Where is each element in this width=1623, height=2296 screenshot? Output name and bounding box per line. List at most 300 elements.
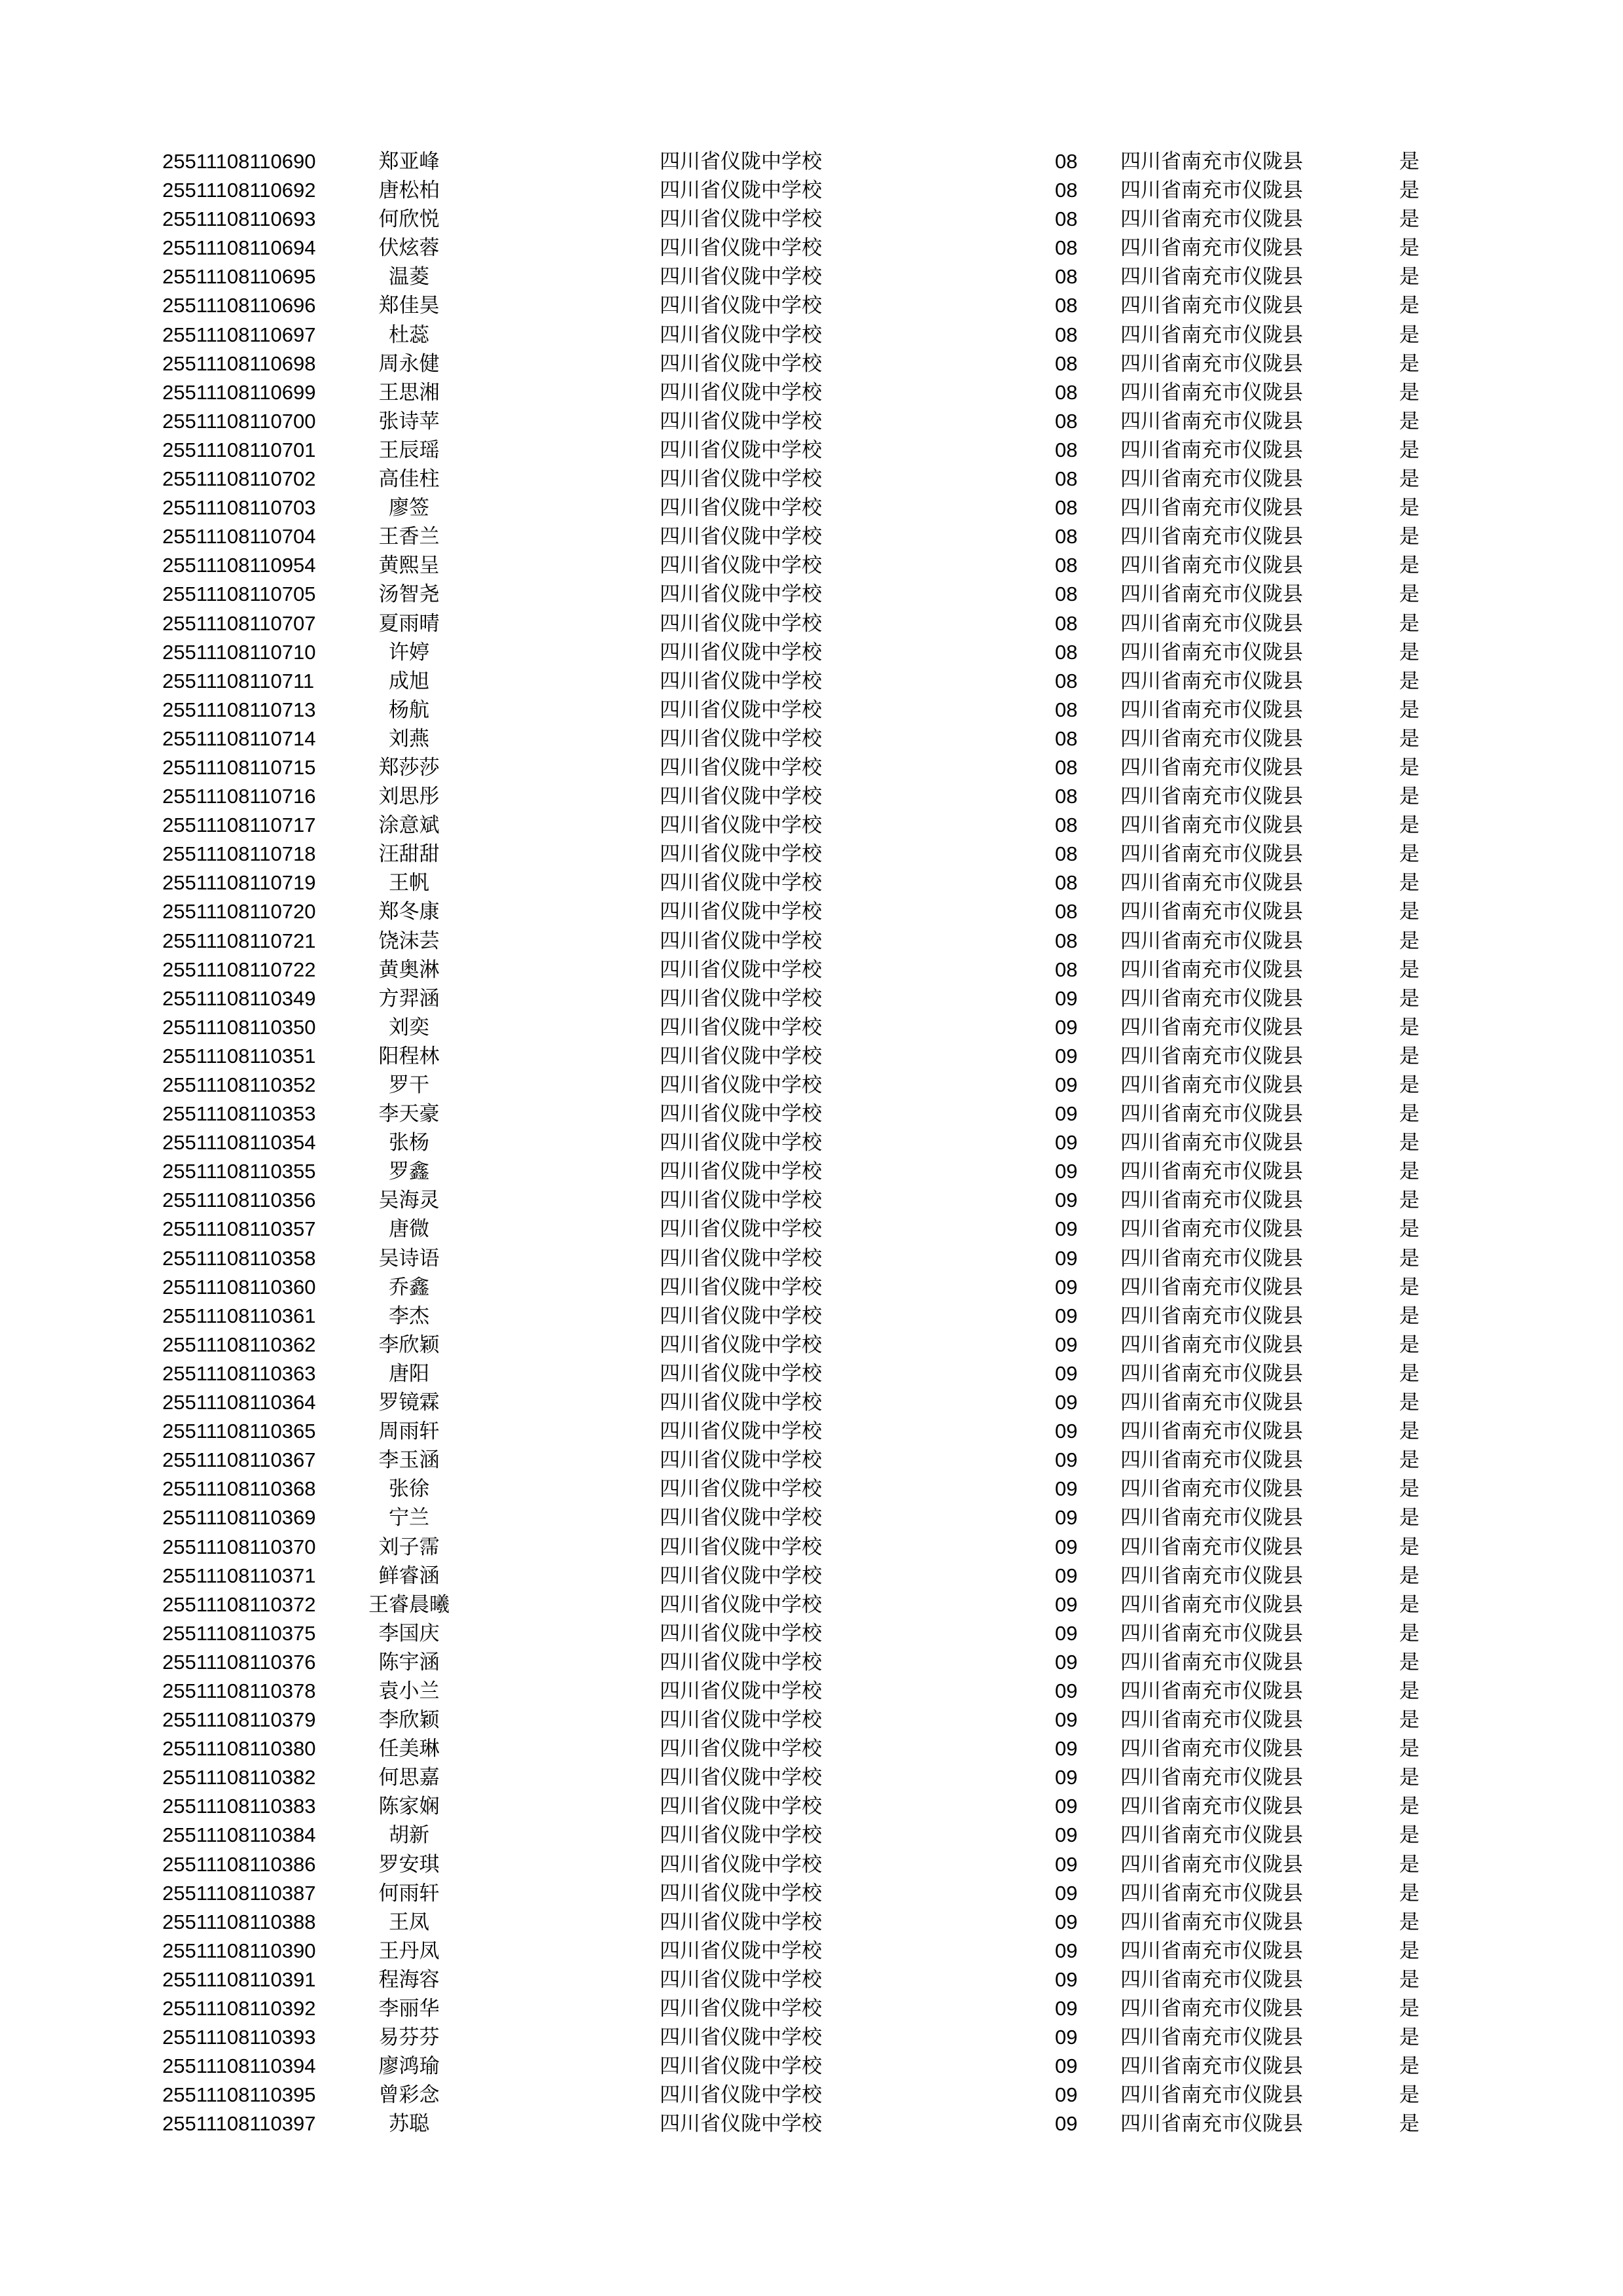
status-flag: 是: [1399, 1102, 1419, 1126]
status-flag: 是: [1399, 1535, 1419, 1559]
table-row: [0, 1792, 1623, 1821]
school-name: 四川省仪陇中学校: [660, 1823, 822, 1848]
class-number: 09: [1055, 1217, 1078, 1241]
class-number: 09: [1055, 1275, 1078, 1299]
region-name: 四川省南充市仪陇县: [1120, 1910, 1303, 1934]
school-name: 四川省仪陇中学校: [660, 1592, 822, 1617]
status-flag: 是: [1399, 236, 1419, 260]
student-id: 25511108110390: [162, 1939, 316, 1962]
student-name: 杨航: [389, 698, 429, 722]
class-number: 08: [1055, 785, 1078, 808]
class-number: 09: [1055, 1997, 1078, 2020]
status-flag: 是: [1399, 1795, 1419, 1819]
table-row: [0, 1186, 1623, 1215]
student-id: 25511108110702: [162, 467, 316, 491]
table-row: [0, 1763, 1623, 1792]
school-name: 四川省仪陇中学校: [660, 871, 822, 895]
region-name: 四川省南充市仪陇县: [1120, 814, 1303, 838]
class-number: 09: [1055, 1592, 1078, 1616]
region-name: 四川省南充市仪陇县: [1120, 525, 1303, 549]
region-name: 四川省南充市仪陇县: [1120, 640, 1303, 664]
table-row: [0, 753, 1623, 782]
student-id: 25511108110361: [162, 1304, 316, 1327]
student-name: 夏雨晴: [378, 611, 440, 636]
class-number: 08: [1055, 871, 1078, 895]
student-id: 25511108110357: [162, 1217, 316, 1241]
table-row: [0, 2081, 1623, 2109]
student-name: 王香兰: [378, 525, 440, 549]
school-name: 四川省仪陇中学校: [660, 1217, 822, 1242]
class-number: 09: [1055, 1246, 1078, 1270]
table-row: [0, 321, 1623, 350]
table-row: [0, 984, 1623, 1013]
region-name: 四川省南充市仪陇县: [1120, 583, 1303, 607]
school-name: 四川省仪陇中学校: [660, 236, 822, 260]
region-name: 四川省南充市仪陇县: [1120, 380, 1303, 404]
student-id: 25511108110711: [162, 669, 315, 692]
class-number: 08: [1055, 467, 1078, 491]
student-name: 何思嘉: [378, 1766, 440, 1790]
school-name: 四川省仪陇中学校: [660, 380, 822, 404]
student-name: 黄熙呈: [378, 554, 440, 578]
student-id: 25511108110380: [162, 1737, 316, 1761]
student-id: 25511108110360: [162, 1275, 316, 1299]
school-name: 四川省仪陇中学校: [660, 409, 822, 433]
student-id: 25511108110371: [162, 1564, 316, 1587]
status-flag: 是: [1399, 1160, 1419, 1184]
school-name: 四川省仪陇中学校: [660, 1044, 822, 1068]
status-flag: 是: [1399, 179, 1419, 203]
status-flag: 是: [1399, 1766, 1419, 1790]
student-name: 程海容: [378, 1967, 440, 1992]
region-name: 四川省南充市仪陇县: [1120, 207, 1303, 232]
student-id: 25511108110954: [162, 554, 316, 577]
status-flag: 是: [1399, 1910, 1419, 1934]
region-name: 四川省南充市仪陇县: [1120, 1939, 1303, 1963]
table-row: [0, 1879, 1623, 1908]
student-id: 25511108110382: [162, 1766, 316, 1789]
table-row: [0, 1331, 1623, 1359]
student-id: 25511108110387: [162, 1881, 316, 1905]
student-id: 25511108110383: [162, 1795, 316, 1818]
school-name: 四川省仪陇中学校: [660, 207, 822, 232]
status-flag: 是: [1399, 785, 1419, 809]
school-name: 四川省仪陇中学校: [660, 1102, 822, 1126]
school-name: 四川省仪陇中学校: [660, 1564, 822, 1588]
table-row: [0, 1994, 1623, 2023]
status-flag: 是: [1399, 1939, 1419, 1963]
table-row: [0, 782, 1623, 811]
status-flag: 是: [1399, 1333, 1419, 1357]
class-number: 09: [1055, 1304, 1078, 1327]
class-number: 08: [1055, 640, 1078, 664]
class-number: 09: [1055, 1189, 1078, 1212]
student-id: 25511108110693: [162, 207, 316, 231]
class-number: 09: [1055, 1621, 1078, 1645]
student-id: 25511108110705: [162, 583, 316, 606]
student-name: 刘燕: [389, 726, 429, 751]
status-flag: 是: [1399, 1015, 1419, 1039]
class-number: 09: [1055, 1939, 1078, 1962]
school-name: 四川省仪陇中学校: [660, 1910, 822, 1934]
student-id: 25511108110699: [162, 380, 316, 404]
student-name: 陈宇涵: [378, 1650, 440, 1674]
class-number: 08: [1055, 929, 1078, 952]
class-number: 08: [1055, 900, 1078, 924]
region-name: 四川省南充市仪陇县: [1120, 1102, 1303, 1126]
class-number: 08: [1055, 265, 1078, 289]
school-name: 四川省仪陇中学校: [660, 814, 822, 838]
student-name: 李欣颖: [378, 1708, 440, 1732]
table-row: [0, 927, 1623, 956]
student-id: 25511108110395: [162, 2083, 316, 2107]
student-id: 25511108110715: [162, 755, 316, 779]
student-name: 李欣颖: [378, 1333, 440, 1357]
region-name: 四川省南充市仪陇县: [1120, 467, 1303, 492]
school-name: 四川省仪陇中学校: [660, 1679, 822, 1703]
student-id: 25511108110694: [162, 236, 316, 260]
student-id: 25511108110719: [162, 871, 316, 895]
class-number: 08: [1055, 294, 1078, 317]
student-name: 李杰: [389, 1304, 429, 1328]
status-flag: 是: [1399, 525, 1419, 549]
status-flag: 是: [1399, 467, 1419, 492]
class-number: 09: [1055, 1564, 1078, 1587]
region-name: 四川省南充市仪陇县: [1120, 1217, 1303, 1242]
region-name: 四川省南充市仪陇县: [1120, 150, 1303, 173]
student-id: 25511108110692: [162, 179, 316, 202]
region-name: 四川省南充市仪陇县: [1120, 1535, 1303, 1559]
region-name: 四川省南充市仪陇县: [1120, 1737, 1303, 1761]
table-row: [0, 840, 1623, 869]
school-name: 四川省仪陇中学校: [660, 583, 822, 607]
school-name: 四川省仪陇中学校: [660, 467, 822, 492]
region-name: 四川省南充市仪陇县: [1120, 2112, 1303, 2136]
school-name: 四川省仪陇中学校: [660, 2112, 822, 2136]
region-name: 四川省南充市仪陇县: [1120, 2026, 1303, 2050]
student-name: 罗镜霖: [378, 1391, 440, 1415]
table-row: [0, 551, 1623, 580]
school-name: 四川省仪陇中学校: [660, 150, 822, 173]
student-id: 25511108110354: [162, 1131, 316, 1155]
table-row: [0, 869, 1623, 897]
school-name: 四川省仪陇中学校: [660, 525, 822, 549]
status-flag: 是: [1399, 1189, 1419, 1213]
class-number: 08: [1055, 409, 1078, 433]
region-name: 四川省南充市仪陇县: [1120, 900, 1303, 924]
student-name: 涂意斌: [378, 814, 440, 838]
class-number: 09: [1055, 1391, 1078, 1414]
school-name: 四川省仪陇中学校: [660, 1477, 822, 1501]
status-flag: 是: [1399, 1650, 1419, 1674]
student-name: 刘子霈: [378, 1535, 440, 1559]
region-name: 四川省南充市仪陇县: [1120, 1448, 1303, 1473]
region-name: 四川省南充市仪陇县: [1120, 1592, 1303, 1617]
region-name: 四川省南充市仪陇县: [1120, 1621, 1303, 1645]
region-name: 四川省南充市仪陇县: [1120, 438, 1303, 462]
school-name: 四川省仪陇中学校: [660, 1939, 822, 1963]
student-id: 25511108110391: [162, 1967, 316, 1991]
student-id: 25511108110720: [162, 900, 316, 924]
school-name: 四川省仪陇中学校: [660, 2083, 822, 2108]
table-row: [0, 1590, 1623, 1619]
status-flag: 是: [1399, 698, 1419, 722]
school-name: 四川省仪陇中学校: [660, 351, 822, 376]
status-flag: 是: [1399, 438, 1419, 462]
status-flag: 是: [1399, 294, 1419, 318]
region-name: 四川省南充市仪陇县: [1120, 1391, 1303, 1415]
class-number: 09: [1055, 1102, 1078, 1126]
school-name: 四川省仪陇中学校: [660, 611, 822, 636]
school-name: 四川省仪陇中学校: [660, 1737, 822, 1761]
student-id: 25511108110376: [162, 1650, 316, 1674]
student-id: 25511108110713: [162, 698, 316, 721]
status-flag: 是: [1399, 1823, 1419, 1848]
student-name: 许婷: [389, 640, 429, 664]
status-flag: 是: [1399, 814, 1419, 838]
region-name: 四川省南充市仪陇县: [1120, 1015, 1303, 1039]
class-number: 08: [1055, 611, 1078, 635]
table-row: [0, 436, 1623, 465]
class-number: 08: [1055, 496, 1078, 520]
region-name: 四川省南充市仪陇县: [1120, 785, 1303, 809]
table-row: [0, 407, 1623, 436]
status-flag: 是: [1399, 1275, 1419, 1299]
school-name: 四川省仪陇中学校: [660, 1708, 822, 1732]
status-flag: 是: [1399, 726, 1419, 751]
status-flag: 是: [1399, 1073, 1419, 1097]
student-name: 唐微: [389, 1217, 429, 1242]
class-number: 08: [1055, 380, 1078, 404]
table-row: [0, 1417, 1623, 1446]
student-id: 25511108110370: [162, 1535, 316, 1558]
student-name: 张诗苹: [378, 409, 440, 433]
student-name: 李国庆: [378, 1621, 440, 1645]
table-row: [0, 1359, 1623, 1388]
region-name: 四川省南充市仪陇县: [1120, 1766, 1303, 1790]
school-name: 四川省仪陇中学校: [660, 1795, 822, 1819]
student-name: 曾彩念: [378, 2083, 440, 2108]
class-number: 09: [1055, 1448, 1078, 1472]
table-row: [0, 1013, 1623, 1042]
class-number: 09: [1055, 1506, 1078, 1530]
status-flag: 是: [1399, 150, 1419, 173]
school-name: 四川省仪陇中学校: [660, 1246, 822, 1270]
class-number: 09: [1055, 1708, 1078, 1732]
school-name: 四川省仪陇中学校: [660, 2054, 822, 2079]
student-name: 汪甜甜: [378, 842, 440, 867]
region-name: 四川省南充市仪陇县: [1120, 294, 1303, 318]
school-name: 四川省仪陇中学校: [660, 1535, 822, 1559]
region-name: 四川省南充市仪陇县: [1120, 1131, 1303, 1155]
student-name: 罗鑫: [389, 1160, 429, 1184]
class-number: 09: [1055, 1737, 1078, 1761]
student-id: 25511108110701: [162, 438, 316, 461]
student-name: 廖签: [389, 496, 429, 520]
class-number: 08: [1055, 698, 1078, 721]
status-flag: 是: [1399, 1852, 1419, 1876]
table-row: [0, 1128, 1623, 1157]
status-flag: 是: [1399, 1592, 1419, 1617]
table-row: [0, 1215, 1623, 1244]
region-name: 四川省南充市仪陇县: [1120, 179, 1303, 203]
school-name: 四川省仪陇中学校: [660, 1189, 822, 1213]
region-name: 四川省南充市仪陇县: [1120, 1795, 1303, 1819]
student-id: 25511108110352: [162, 1073, 316, 1096]
class-number: 08: [1055, 525, 1078, 548]
table-row: [0, 2023, 1623, 2052]
class-number: 09: [1055, 1160, 1078, 1183]
region-name: 四川省南充市仪陇县: [1120, 1275, 1303, 1299]
student-id: 25511108110356: [162, 1189, 316, 1212]
student-name: 袁小兰: [378, 1679, 440, 1703]
status-flag: 是: [1399, 583, 1419, 607]
student-id: 25511108110368: [162, 1477, 316, 1501]
student-name: 刘思彤: [378, 785, 440, 809]
class-number: 09: [1055, 1967, 1078, 1991]
status-flag: 是: [1399, 669, 1419, 693]
status-flag: 是: [1399, 611, 1419, 636]
region-name: 四川省南充市仪陇县: [1120, 236, 1303, 260]
region-name: 四川省南充市仪陇县: [1120, 1708, 1303, 1732]
student-name: 廖鸿瑜: [378, 2054, 440, 2079]
school-name: 四川省仪陇中学校: [660, 1448, 822, 1473]
student-id: 25511108110384: [162, 1823, 316, 1847]
student-name: 郑冬康: [378, 900, 440, 924]
student-id: 25511108110695: [162, 265, 316, 289]
status-flag: 是: [1399, 1477, 1419, 1501]
status-flag: 是: [1399, 929, 1419, 953]
status-flag: 是: [1399, 2026, 1419, 2050]
student-id: 25511108110393: [162, 2026, 316, 2049]
student-id: 25511108110714: [162, 726, 316, 750]
student-name: 伏炫蓉: [378, 236, 440, 260]
table-row: [0, 1388, 1623, 1417]
school-name: 四川省仪陇中学校: [660, 1621, 822, 1645]
school-name: 四川省仪陇中学校: [660, 179, 822, 203]
student-id: 25511108110351: [162, 1044, 316, 1067]
student-name: 罗安琪: [378, 1852, 440, 1876]
school-name: 四川省仪陇中学校: [660, 1997, 822, 2020]
student-id: 25511108110721: [162, 929, 316, 952]
class-number: 08: [1055, 583, 1078, 606]
class-number: 09: [1055, 1881, 1078, 1905]
table-row: [0, 1850, 1623, 1879]
region-name: 四川省南充市仪陇县: [1120, 2054, 1303, 2079]
table-row: [0, 580, 1623, 609]
class-number: 08: [1055, 236, 1078, 260]
table-row: [0, 350, 1623, 378]
student-name: 罗干: [389, 1073, 429, 1097]
student-id: 25511108110392: [162, 1997, 316, 2020]
class-number: 09: [1055, 1420, 1078, 1443]
class-number: 09: [1055, 2026, 1078, 2049]
class-number: 08: [1055, 669, 1078, 692]
table-row: [0, 609, 1623, 638]
student-name: 杜蕊: [389, 323, 429, 347]
table-row: [0, 234, 1623, 262]
class-number: 09: [1055, 2083, 1078, 2107]
class-number: 08: [1055, 842, 1078, 866]
student-name: 唐阳: [389, 1361, 429, 1386]
student-id: 25511108110704: [162, 525, 316, 548]
student-name: 高佳柱: [378, 467, 440, 492]
student-name: 吴海灵: [378, 1189, 440, 1213]
student-name: 李丽华: [378, 1997, 440, 2020]
student-id: 25511108110365: [162, 1420, 316, 1443]
table-row: [0, 205, 1623, 234]
table-row: [0, 1157, 1623, 1186]
class-number: 09: [1055, 1044, 1078, 1067]
school-name: 四川省仪陇中学校: [660, 1073, 822, 1097]
table-row: [0, 956, 1623, 984]
student-name: 周永健: [378, 351, 440, 376]
table-row: [0, 1937, 1623, 1965]
student-id: 25511108110696: [162, 294, 316, 317]
student-name: 王思湘: [378, 380, 440, 404]
student-name: 王丹凤: [378, 1939, 440, 1963]
student-name: 方羿涵: [378, 986, 440, 1011]
student-id: 25511108110350: [162, 1015, 316, 1039]
region-name: 四川省南充市仪陇县: [1120, 871, 1303, 895]
region-name: 四川省南充市仪陇县: [1120, 1333, 1303, 1357]
school-name: 四川省仪陇中学校: [660, 755, 822, 780]
school-name: 四川省仪陇中学校: [660, 1650, 822, 1674]
school-name: 四川省仪陇中学校: [660, 1506, 822, 1530]
student-name: 苏聪: [389, 2112, 429, 2136]
class-number: 09: [1055, 1535, 1078, 1558]
table-row: [0, 1677, 1623, 1706]
table-row: [0, 2109, 1623, 2138]
student-id: 25511108110367: [162, 1448, 316, 1472]
region-name: 四川省南充市仪陇县: [1120, 755, 1303, 780]
student-name: 郑莎莎: [378, 755, 440, 780]
school-name: 四川省仪陇中学校: [660, 1275, 822, 1299]
student-name: 李玉涵: [378, 1448, 440, 1473]
table-row: [0, 1648, 1623, 1677]
class-number: 08: [1055, 150, 1078, 173]
status-flag: 是: [1399, 554, 1419, 578]
student-name: 郑佳昊: [378, 294, 440, 318]
class-number: 08: [1055, 755, 1078, 779]
status-flag: 是: [1399, 265, 1419, 289]
table-row: [0, 1734, 1623, 1763]
class-number: 09: [1055, 1333, 1078, 1356]
region-name: 四川省南充市仪陇县: [1120, 265, 1303, 289]
school-name: 四川省仪陇中学校: [660, 900, 822, 924]
status-flag: 是: [1399, 2083, 1419, 2108]
status-flag: 是: [1399, 1737, 1419, 1761]
status-flag: 是: [1399, 900, 1419, 924]
school-name: 四川省仪陇中学校: [660, 323, 822, 347]
student-id: 25511108110369: [162, 1506, 316, 1530]
class-number: 08: [1055, 323, 1078, 346]
table-row: [0, 1533, 1623, 1562]
region-name: 四川省南充市仪陇县: [1120, 1967, 1303, 1992]
table-row: [0, 1446, 1623, 1475]
student-id: 25511108110697: [162, 323, 316, 346]
region-name: 四川省南充市仪陇县: [1120, 958, 1303, 982]
student-id: 25511108110375: [162, 1621, 316, 1645]
table-row: [0, 725, 1623, 753]
status-flag: 是: [1399, 1621, 1419, 1645]
student-name: 黄奥淋: [378, 958, 440, 982]
school-name: 四川省仪陇中学校: [660, 554, 822, 578]
table-row: [0, 1071, 1623, 1100]
class-number: 09: [1055, 1823, 1078, 1847]
status-flag: 是: [1399, 1361, 1419, 1386]
status-flag: 是: [1399, 1506, 1419, 1530]
